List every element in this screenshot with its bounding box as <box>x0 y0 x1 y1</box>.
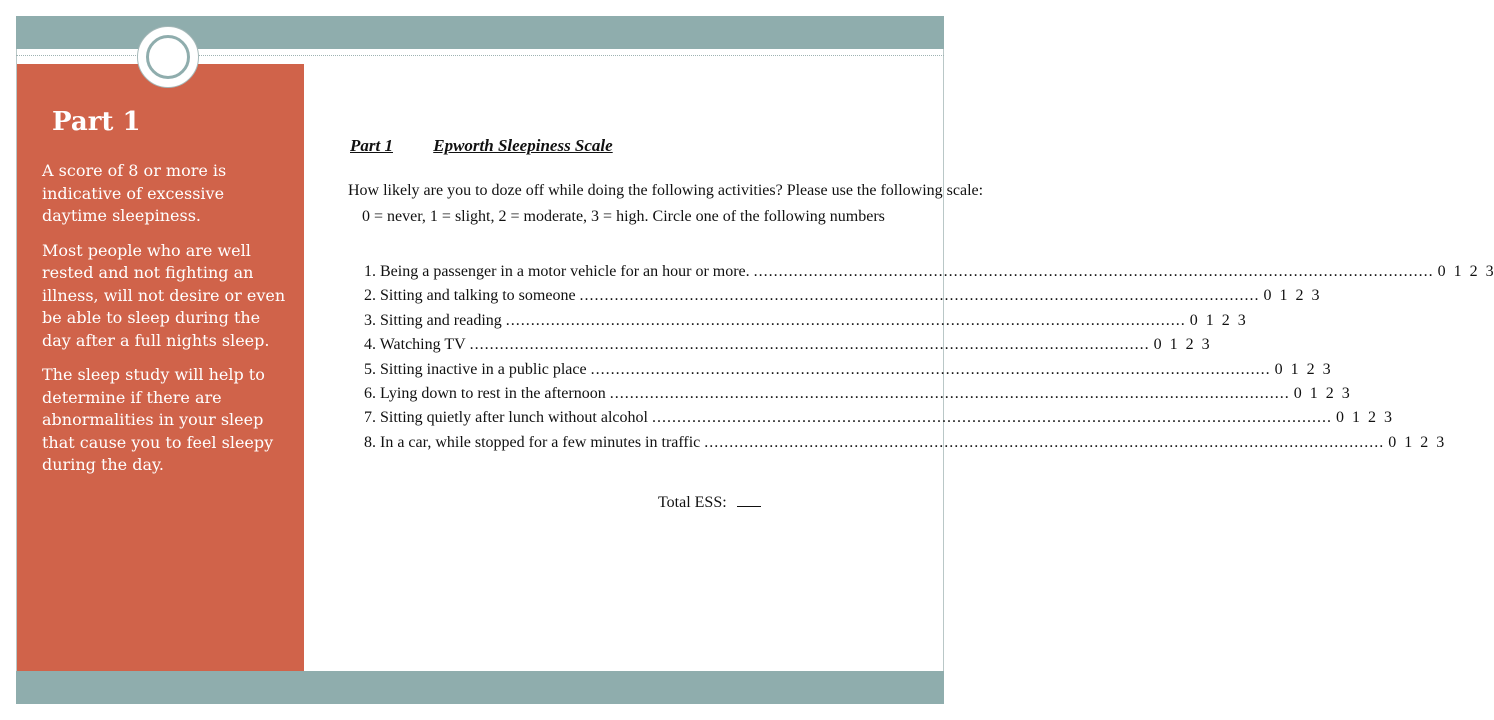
questionnaire-item-label: 2. Sitting and talking to someone <box>364 287 576 305</box>
decorative-ring-icon <box>146 35 190 79</box>
questionnaire-item-scores: 0 1 2 3 <box>1274 360 1331 378</box>
epworth-questionnaire-image <box>340 136 1494 526</box>
questionnaire-item-label: 7. Sitting quietly after lunch without alcohol <box>364 409 648 427</box>
dot-leader <box>754 260 1434 284</box>
questionnaire-item-label: 8. In a car, while stopped for a few minutes in traffic <box>364 433 701 451</box>
questionnaire-item <box>364 333 1210 357</box>
questionnaire-item-scores: 0 1 2 3 <box>1437 263 1494 280</box>
dot-leader <box>470 333 1150 357</box>
paragraph-sleep-study: The sleep study will help to determine if there are abnormalities in your sleep that cause you to feel sleepy during the day. <box>42 365 274 474</box>
questionnaire-item <box>364 260 1494 284</box>
dot-leader <box>610 382 1290 406</box>
slide-body <box>42 160 290 489</box>
questionnaire-item-list <box>364 260 1494 455</box>
questionnaire-item-scores: 0 1 2 3 <box>1388 433 1445 451</box>
slide-title: Part 1 <box>52 107 141 137</box>
dot-leader <box>704 431 1384 455</box>
questionnaire-item <box>364 406 1392 430</box>
questionnaire-item-scores: 0 1 2 3 <box>1335 409 1392 427</box>
questionnaire-item-scores: 0 1 2 3 <box>1153 336 1210 354</box>
dot-leader <box>591 358 1271 382</box>
questionnaire-item <box>364 358 1331 382</box>
dot-leader <box>652 406 1332 430</box>
questionnaire-header <box>350 136 613 156</box>
questionnaire-item <box>364 431 1445 455</box>
bottom-band <box>16 671 944 704</box>
questionnaire-part-label: Part 1 <box>350 136 393 155</box>
total-ess <box>658 494 761 512</box>
questionnaire-item-scores: 0 1 2 3 <box>1293 385 1350 403</box>
instructions-line-1: How likely are you to doze off while doing the following activities? Please use the following scale: <box>348 182 984 199</box>
total-ess-blank <box>737 494 761 507</box>
questionnaire-item <box>364 309 1246 333</box>
questionnaire-instructions <box>348 178 983 230</box>
questionnaire-item-scores: 0 1 2 3 <box>1189 311 1246 329</box>
questionnaire-item-label: 1. Being a passenger in a motor vehicle for an hour or more. <box>364 263 750 280</box>
instructions-line-2: 0 = never, 1 = slight, 2 = moderate, 3 = high. Circle one of the following numbers <box>362 208 885 225</box>
paragraph-score: A score of 8 or more is indicative of excessive daytime sleepiness. <box>42 161 227 225</box>
paragraph-well-rested: Most people who are well rested and not fighting an illness, will not desire or even be able to sleep during the day after a full nights sleep. <box>42 240 286 350</box>
decorative-circle-icon <box>137 26 199 88</box>
questionnaire-item-label: 5. Sitting inactive in a public place <box>364 360 587 378</box>
questionnaire-item-label: 3. Sitting and reading <box>364 311 502 329</box>
dot-leader <box>506 309 1186 333</box>
questionnaire-item-label: 6. Lying down to rest in the afternoon <box>364 385 606 403</box>
dot-leader <box>580 284 1260 308</box>
questionnaire-item-scores: 0 1 2 3 <box>1263 287 1320 305</box>
total-ess-label: Total ESS: <box>658 494 727 511</box>
questionnaire-item <box>364 382 1350 406</box>
questionnaire-item-label: 4. Watching TV <box>364 336 466 354</box>
questionnaire-scale-title: Epworth Sleepiness Scale <box>433 136 613 155</box>
questionnaire-item <box>364 284 1320 308</box>
